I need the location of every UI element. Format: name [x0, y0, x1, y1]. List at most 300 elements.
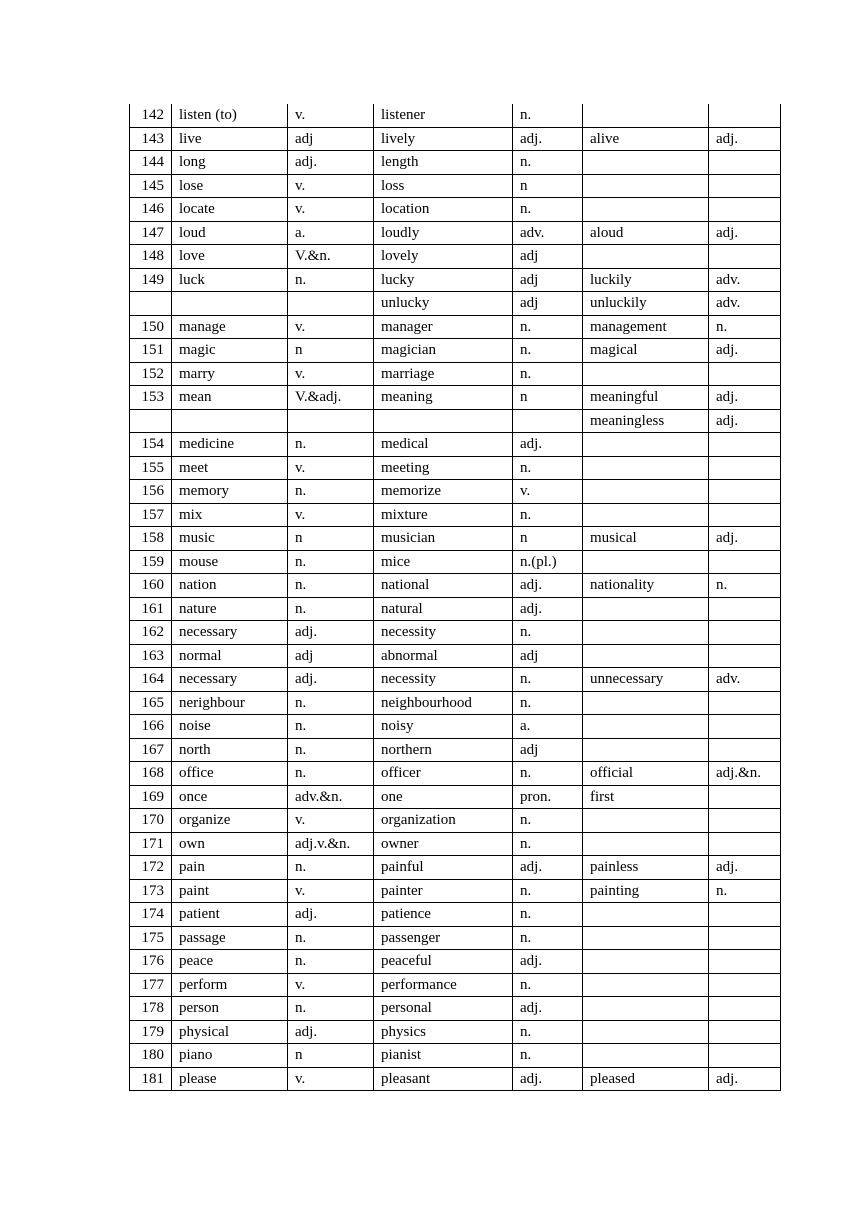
extra-pos-cell: [709, 926, 781, 950]
table-row: [130, 198, 781, 222]
base-word-cell: person: [172, 997, 288, 1021]
base-word-cell: listen (to): [172, 104, 288, 127]
base-pos-cell: adj: [288, 127, 374, 151]
base-word-cell: once: [172, 785, 288, 809]
extra-pos-cell: [709, 198, 781, 222]
extra-word-cell: aloud: [583, 221, 709, 245]
derived-pos-cell: n: [513, 174, 583, 198]
extra-word-cell: meaningful: [583, 386, 709, 410]
derived-word-cell: lucky: [374, 268, 513, 292]
derived-word-cell: necessity: [374, 668, 513, 692]
extra-word-cell: first: [583, 785, 709, 809]
derived-word-cell: neighbourhood: [374, 691, 513, 715]
extra-word-cell: nationality: [583, 574, 709, 598]
table-row: [130, 315, 781, 339]
base-pos-cell: n.: [288, 268, 374, 292]
row-number-cell: 144: [130, 151, 172, 175]
extra-pos-cell: [709, 950, 781, 974]
derived-pos-cell: n.: [513, 362, 583, 386]
table-row: [130, 362, 781, 386]
table-row: [130, 738, 781, 762]
extra-pos-cell: [709, 715, 781, 739]
base-word-cell: passage: [172, 926, 288, 950]
derived-word-cell: mice: [374, 550, 513, 574]
table-row: [130, 1044, 781, 1068]
derived-word-cell: performance: [374, 973, 513, 997]
derived-word-cell: loudly: [374, 221, 513, 245]
derived-pos-cell: n.: [513, 832, 583, 856]
derived-word-cell: northern: [374, 738, 513, 762]
base-pos-cell: n.: [288, 926, 374, 950]
base-pos-cell: adj.v.&n.: [288, 832, 374, 856]
base-word-cell: live: [172, 127, 288, 151]
base-word-cell: normal: [172, 644, 288, 668]
base-pos-cell: v.: [288, 503, 374, 527]
base-pos-cell: a.: [288, 221, 374, 245]
extra-word-cell: [583, 832, 709, 856]
derived-pos-cell: n.: [513, 1044, 583, 1068]
extra-word-cell: [583, 644, 709, 668]
base-pos-cell: v.: [288, 809, 374, 833]
base-word-cell: nerighbour: [172, 691, 288, 715]
base-pos-cell: n: [288, 527, 374, 551]
base-word-cell: necessary: [172, 668, 288, 692]
extra-pos-cell: [709, 997, 781, 1021]
derived-word-cell: unlucky: [374, 292, 513, 316]
table-row: [130, 1020, 781, 1044]
row-number-cell: 150: [130, 315, 172, 339]
table-row: [130, 903, 781, 927]
base-word-cell: [172, 292, 288, 316]
derived-word-cell: peaceful: [374, 950, 513, 974]
derived-word-cell: organization: [374, 809, 513, 833]
derived-pos-cell: n.: [513, 456, 583, 480]
row-number-cell: 163: [130, 644, 172, 668]
row-number-cell: 159: [130, 550, 172, 574]
derived-word-cell: manager: [374, 315, 513, 339]
base-pos-cell: n.: [288, 856, 374, 880]
row-number-cell: 179: [130, 1020, 172, 1044]
derived-word-cell: noisy: [374, 715, 513, 739]
derived-word-cell: lively: [374, 127, 513, 151]
base-pos-cell: adj.: [288, 903, 374, 927]
base-pos-cell: n.: [288, 715, 374, 739]
row-number-cell: 180: [130, 1044, 172, 1068]
derived-pos-cell: [513, 409, 583, 433]
base-word-cell: mouse: [172, 550, 288, 574]
derived-word-cell: loss: [374, 174, 513, 198]
base-pos-cell: n.: [288, 738, 374, 762]
base-pos-cell: V.&n.: [288, 245, 374, 269]
row-number-cell: 166: [130, 715, 172, 739]
derived-pos-cell: n.: [513, 691, 583, 715]
derived-pos-cell: n.: [513, 668, 583, 692]
row-number-cell: 147: [130, 221, 172, 245]
extra-word-cell: pleased: [583, 1067, 709, 1091]
base-word-cell: lose: [172, 174, 288, 198]
derived-pos-cell: adj: [513, 245, 583, 269]
extra-word-cell: [583, 597, 709, 621]
extra-pos-cell: n.: [709, 574, 781, 598]
extra-pos-cell: [709, 621, 781, 645]
derived-word-cell: personal: [374, 997, 513, 1021]
table-row: [130, 480, 781, 504]
derived-pos-cell: n.: [513, 339, 583, 363]
row-number-cell: 152: [130, 362, 172, 386]
base-word-cell: office: [172, 762, 288, 786]
row-number-cell: 168: [130, 762, 172, 786]
table-row: [130, 715, 781, 739]
row-number-cell: 145: [130, 174, 172, 198]
table-row: [130, 950, 781, 974]
derived-word-cell: [374, 409, 513, 433]
derived-word-cell: painful: [374, 856, 513, 880]
extra-pos-cell: [709, 456, 781, 480]
derived-pos-cell: n.: [513, 762, 583, 786]
extra-word-cell: [583, 245, 709, 269]
base-pos-cell: v.: [288, 315, 374, 339]
derived-word-cell: medical: [374, 433, 513, 457]
row-number-cell: 169: [130, 785, 172, 809]
table-row: [130, 503, 781, 527]
base-pos-cell: n.: [288, 480, 374, 504]
row-number-cell: 148: [130, 245, 172, 269]
extra-pos-cell: adv.: [709, 292, 781, 316]
extra-pos-cell: adj.: [709, 386, 781, 410]
extra-word-cell: [583, 926, 709, 950]
base-word-cell: nation: [172, 574, 288, 598]
derived-word-cell: passenger: [374, 926, 513, 950]
extra-word-cell: [583, 738, 709, 762]
table-row: [130, 386, 781, 410]
derived-pos-cell: adj.: [513, 997, 583, 1021]
base-word-cell: luck: [172, 268, 288, 292]
table-row: [130, 762, 781, 786]
extra-word-cell: painless: [583, 856, 709, 880]
extra-word-cell: musical: [583, 527, 709, 551]
row-number-cell: 155: [130, 456, 172, 480]
table-row: [130, 597, 781, 621]
derived-word-cell: meaning: [374, 386, 513, 410]
base-pos-cell: n.: [288, 597, 374, 621]
row-number-cell: 146: [130, 198, 172, 222]
derived-word-cell: patience: [374, 903, 513, 927]
row-number-cell: 151: [130, 339, 172, 363]
base-word-cell: mix: [172, 503, 288, 527]
row-number-cell: 167: [130, 738, 172, 762]
extra-pos-cell: [709, 785, 781, 809]
base-word-cell: pain: [172, 856, 288, 880]
base-word-cell: magic: [172, 339, 288, 363]
base-pos-cell: n.: [288, 574, 374, 598]
derived-word-cell: listener: [374, 104, 513, 127]
row-number-cell: 162: [130, 621, 172, 645]
row-number-cell: [130, 292, 172, 316]
table-row: [130, 292, 781, 316]
extra-pos-cell: adj.: [709, 1067, 781, 1091]
row-number-cell: 161: [130, 597, 172, 621]
table-row: [130, 339, 781, 363]
table-row: [130, 409, 781, 433]
derived-pos-cell: n.: [513, 621, 583, 645]
base-word-cell: patient: [172, 903, 288, 927]
extra-pos-cell: n.: [709, 879, 781, 903]
derived-pos-cell: adv.: [513, 221, 583, 245]
base-pos-cell: n.: [288, 550, 374, 574]
base-pos-cell: adj.: [288, 1020, 374, 1044]
base-pos-cell: v.: [288, 879, 374, 903]
derived-pos-cell: n.: [513, 315, 583, 339]
derived-pos-cell: n.: [513, 1020, 583, 1044]
table-row: [130, 104, 781, 127]
extra-word-cell: [583, 950, 709, 974]
table-row: [130, 433, 781, 457]
base-pos-cell: adv.&n.: [288, 785, 374, 809]
extra-word-cell: [583, 621, 709, 645]
derived-word-cell: meeting: [374, 456, 513, 480]
base-pos-cell: v.: [288, 174, 374, 198]
table-row: [130, 879, 781, 903]
extra-word-cell: unluckily: [583, 292, 709, 316]
derived-pos-cell: n.: [513, 503, 583, 527]
derived-pos-cell: adj.: [513, 950, 583, 974]
base-pos-cell: n.: [288, 950, 374, 974]
table-row: [130, 973, 781, 997]
base-word-cell: marry: [172, 362, 288, 386]
extra-word-cell: luckily: [583, 268, 709, 292]
base-word-cell: organize: [172, 809, 288, 833]
word-forms-table: [129, 104, 781, 1091]
extra-pos-cell: [709, 550, 781, 574]
row-number-cell: 142: [130, 104, 172, 127]
derived-pos-cell: adj.: [513, 574, 583, 598]
extra-word-cell: [583, 198, 709, 222]
derived-pos-cell: adj: [513, 292, 583, 316]
extra-pos-cell: [709, 480, 781, 504]
table-row: [130, 550, 781, 574]
derived-word-cell: lovely: [374, 245, 513, 269]
extra-pos-cell: adj.: [709, 221, 781, 245]
extra-pos-cell: adj.: [709, 856, 781, 880]
table-row: [130, 691, 781, 715]
extra-word-cell: [583, 1044, 709, 1068]
extra-pos-cell: [709, 104, 781, 127]
table-row: [130, 926, 781, 950]
extra-word-cell: [583, 151, 709, 175]
table-row: [130, 668, 781, 692]
derived-pos-cell: adj: [513, 738, 583, 762]
derived-pos-cell: n.: [513, 104, 583, 127]
base-word-cell: mean: [172, 386, 288, 410]
derived-pos-cell: n.: [513, 903, 583, 927]
extra-word-cell: painting: [583, 879, 709, 903]
base-word-cell: love: [172, 245, 288, 269]
base-pos-cell: n.: [288, 691, 374, 715]
derived-pos-cell: n.: [513, 198, 583, 222]
base-pos-cell: adj.: [288, 621, 374, 645]
derived-pos-cell: n.: [513, 973, 583, 997]
extra-pos-cell: adj.: [709, 409, 781, 433]
row-number-cell: 176: [130, 950, 172, 974]
extra-word-cell: unnecessary: [583, 668, 709, 692]
derived-word-cell: officer: [374, 762, 513, 786]
base-pos-cell: n: [288, 339, 374, 363]
derived-pos-cell: a.: [513, 715, 583, 739]
extra-word-cell: [583, 104, 709, 127]
extra-word-cell: [583, 503, 709, 527]
derived-word-cell: pianist: [374, 1044, 513, 1068]
extra-word-cell: meaningless: [583, 409, 709, 433]
base-word-cell: [172, 409, 288, 433]
derived-pos-cell: adj.: [513, 597, 583, 621]
derived-pos-cell: adj.: [513, 433, 583, 457]
base-pos-cell: v.: [288, 973, 374, 997]
base-word-cell: manage: [172, 315, 288, 339]
table-body: [130, 104, 781, 1091]
table-row: [130, 644, 781, 668]
base-word-cell: own: [172, 832, 288, 856]
row-number-cell: 177: [130, 973, 172, 997]
base-pos-cell: n.: [288, 997, 374, 1021]
extra-word-cell: [583, 174, 709, 198]
extra-pos-cell: [709, 644, 781, 668]
derived-word-cell: one: [374, 785, 513, 809]
extra-pos-cell: adv.: [709, 668, 781, 692]
row-number-cell: 154: [130, 433, 172, 457]
derived-word-cell: necessity: [374, 621, 513, 645]
base-word-cell: physical: [172, 1020, 288, 1044]
derived-pos-cell: n.(pl.): [513, 550, 583, 574]
derived-word-cell: musician: [374, 527, 513, 551]
base-pos-cell: [288, 409, 374, 433]
extra-pos-cell: n.: [709, 315, 781, 339]
table-row: [130, 174, 781, 198]
base-pos-cell: v.: [288, 1067, 374, 1091]
derived-word-cell: marriage: [374, 362, 513, 386]
extra-pos-cell: [709, 503, 781, 527]
table-row: [130, 832, 781, 856]
base-pos-cell: n.: [288, 433, 374, 457]
table-row: [130, 785, 781, 809]
extra-pos-cell: [709, 832, 781, 856]
base-pos-cell: v.: [288, 362, 374, 386]
base-pos-cell: V.&adj.: [288, 386, 374, 410]
row-number-cell: 160: [130, 574, 172, 598]
extra-word-cell: [583, 480, 709, 504]
derived-pos-cell: n: [513, 386, 583, 410]
extra-pos-cell: [709, 362, 781, 386]
row-number-cell: 178: [130, 997, 172, 1021]
derived-word-cell: magician: [374, 339, 513, 363]
derived-word-cell: abnormal: [374, 644, 513, 668]
extra-word-cell: [583, 903, 709, 927]
extra-word-cell: alive: [583, 127, 709, 151]
derived-word-cell: natural: [374, 597, 513, 621]
table-row: [130, 809, 781, 833]
base-word-cell: paint: [172, 879, 288, 903]
extra-pos-cell: [709, 1020, 781, 1044]
derived-pos-cell: pron.: [513, 785, 583, 809]
base-word-cell: meet: [172, 456, 288, 480]
extra-word-cell: official: [583, 762, 709, 786]
base-pos-cell: n: [288, 1044, 374, 1068]
row-number-cell: 174: [130, 903, 172, 927]
derived-pos-cell: n.: [513, 809, 583, 833]
derived-pos-cell: adj.: [513, 856, 583, 880]
table-row: [130, 221, 781, 245]
extra-pos-cell: [709, 433, 781, 457]
derived-word-cell: length: [374, 151, 513, 175]
extra-pos-cell: [709, 973, 781, 997]
row-number-cell: 143: [130, 127, 172, 151]
derived-word-cell: physics: [374, 1020, 513, 1044]
base-word-cell: nature: [172, 597, 288, 621]
base-pos-cell: adj.: [288, 668, 374, 692]
row-number-cell: [130, 409, 172, 433]
extra-word-cell: [583, 433, 709, 457]
extra-word-cell: [583, 997, 709, 1021]
extra-word-cell: [583, 362, 709, 386]
extra-pos-cell: [709, 245, 781, 269]
base-word-cell: north: [172, 738, 288, 762]
extra-pos-cell: [709, 174, 781, 198]
derived-pos-cell: n.: [513, 151, 583, 175]
derived-pos-cell: adj: [513, 644, 583, 668]
row-number-cell: 156: [130, 480, 172, 504]
extra-word-cell: [583, 715, 709, 739]
derived-word-cell: location: [374, 198, 513, 222]
base-word-cell: loud: [172, 221, 288, 245]
row-number-cell: 170: [130, 809, 172, 833]
table-row: [130, 856, 781, 880]
table-row: [130, 151, 781, 175]
table-row: [130, 997, 781, 1021]
base-word-cell: noise: [172, 715, 288, 739]
extra-pos-cell: adj.: [709, 527, 781, 551]
base-pos-cell: v.: [288, 456, 374, 480]
row-number-cell: 171: [130, 832, 172, 856]
derived-pos-cell: n.: [513, 926, 583, 950]
derived-pos-cell: v.: [513, 480, 583, 504]
table-row: [130, 268, 781, 292]
base-word-cell: medicine: [172, 433, 288, 457]
table-row: [130, 574, 781, 598]
derived-word-cell: mixture: [374, 503, 513, 527]
base-word-cell: necessary: [172, 621, 288, 645]
extra-pos-cell: [709, 151, 781, 175]
row-number-cell: 149: [130, 268, 172, 292]
base-pos-cell: adj.: [288, 151, 374, 175]
extra-pos-cell: adj.: [709, 339, 781, 363]
extra-pos-cell: adj.&n.: [709, 762, 781, 786]
extra-word-cell: management: [583, 315, 709, 339]
base-pos-cell: n.: [288, 762, 374, 786]
extra-pos-cell: [709, 903, 781, 927]
table-row: [130, 527, 781, 551]
table-row: [130, 1067, 781, 1091]
derived-word-cell: memorize: [374, 480, 513, 504]
base-word-cell: locate: [172, 198, 288, 222]
extra-pos-cell: [709, 597, 781, 621]
extra-word-cell: [583, 691, 709, 715]
base-pos-cell: [288, 292, 374, 316]
row-number-cell: 157: [130, 503, 172, 527]
derived-pos-cell: adj.: [513, 1067, 583, 1091]
derived-word-cell: painter: [374, 879, 513, 903]
extra-word-cell: [583, 456, 709, 480]
extra-pos-cell: [709, 1044, 781, 1068]
base-word-cell: perform: [172, 973, 288, 997]
